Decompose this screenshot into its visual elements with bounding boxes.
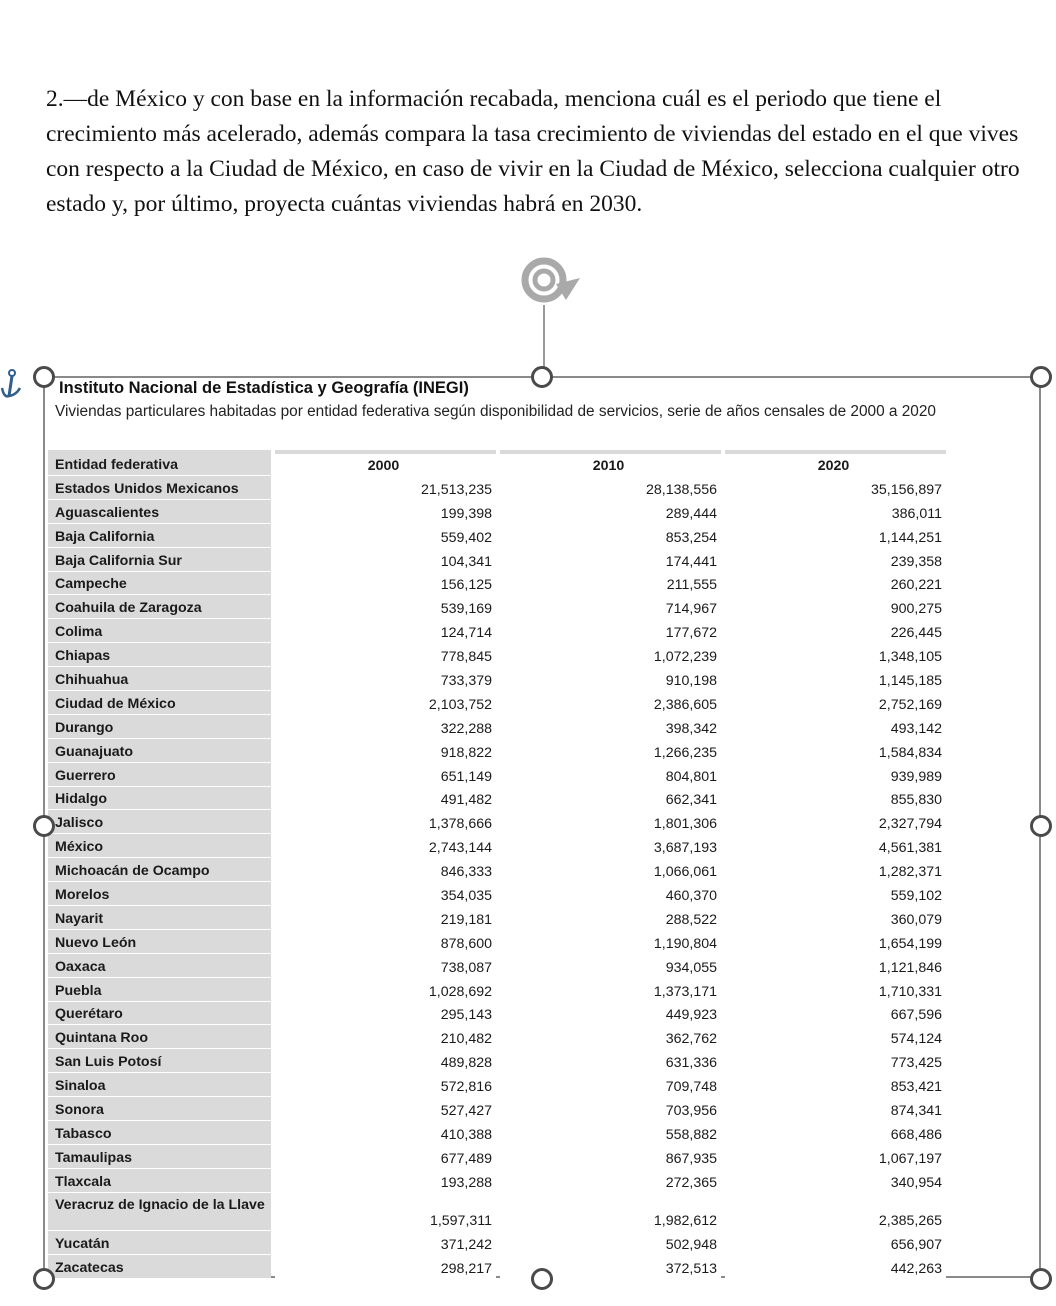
entity-name-cell: Colima: [48, 619, 271, 643]
table-row: [48, 524, 948, 548]
entity-name-cell: Veracruz de Ignacio de la Llave: [48, 1193, 271, 1231]
value-2010-cell: 714,967: [500, 595, 721, 619]
value-2020-cell: 386,011: [725, 500, 946, 524]
value-2000-cell: 210,482: [275, 1025, 496, 1049]
value-2020-cell: 559,102: [725, 882, 946, 906]
value-2010-cell: 853,254: [500, 524, 721, 548]
value-2010-cell: 934,055: [500, 954, 721, 978]
value-2000-cell: 559,402: [275, 524, 496, 548]
resize-handle-bottom-right[interactable]: [1030, 1268, 1052, 1290]
value-2010-cell: 703,956: [500, 1097, 721, 1121]
value-2000-cell: 491,482: [275, 787, 496, 811]
value-2020-cell: 1,584,834: [725, 739, 946, 763]
value-2010-cell: 867,935: [500, 1145, 721, 1169]
resize-handle-left[interactable]: [33, 815, 55, 837]
value-2020-cell: 1,144,251: [725, 524, 946, 548]
entity-name-cell: Nayarit: [48, 906, 271, 930]
value-2000-cell: 354,035: [275, 882, 496, 906]
value-2000-cell: 199,398: [275, 500, 496, 524]
value-2020-cell: 493,142: [725, 715, 946, 739]
header-entidad: Entidad federativa: [48, 450, 271, 476]
entity-name-cell: Ciudad de México: [48, 691, 271, 715]
value-2000-cell: 295,143: [275, 1002, 496, 1026]
resize-handle-top-right[interactable]: [1030, 366, 1052, 388]
entity-name-cell: Baja California: [48, 524, 271, 548]
value-2020-cell: 667,596: [725, 1002, 946, 1026]
value-2020-cell: 1,145,185: [725, 667, 946, 691]
value-2000-cell: 778,845: [275, 643, 496, 667]
value-2000-cell: 918,822: [275, 739, 496, 763]
entity-name-cell: Michoacán de Ocampo: [48, 858, 271, 882]
value-2020-cell: 1,348,105: [725, 643, 946, 667]
value-2010-cell: 177,672: [500, 619, 721, 643]
value-2000-cell: 651,149: [275, 763, 496, 787]
value-2000-cell: 2,743,144: [275, 834, 496, 858]
table-row: [48, 667, 948, 691]
value-2020-cell: 668,486: [725, 1121, 946, 1145]
value-2010-cell: 460,370: [500, 882, 721, 906]
resize-handle-bottom[interactable]: [531, 1268, 553, 1290]
value-2010-cell: 1,190,804: [500, 930, 721, 954]
value-2020-cell: 939,989: [725, 763, 946, 787]
entity-name-cell: Chihuahua: [48, 667, 271, 691]
entity-name-cell: Querétaro: [48, 1002, 271, 1026]
value-2000-cell: 572,816: [275, 1073, 496, 1097]
value-2000-cell: 733,379: [275, 667, 496, 691]
resize-handle-right[interactable]: [1030, 815, 1052, 837]
value-2010-cell: 1,982,612: [500, 1193, 721, 1231]
value-2010-cell: 372,513: [500, 1255, 721, 1279]
header-2010: 2010: [500, 450, 721, 476]
value-2020-cell: 574,124: [725, 1025, 946, 1049]
value-2020-cell: 656,907: [725, 1231, 946, 1255]
entity-name-cell: San Luis Potosí: [48, 1049, 271, 1073]
value-2010-cell: 804,801: [500, 763, 721, 787]
table-row: [48, 1097, 948, 1121]
table-source-title: Instituto Nacional de Estadística y Geografía (INEGI): [59, 379, 469, 397]
entity-name-cell: Campeche: [48, 572, 271, 596]
table-row: [48, 1255, 948, 1279]
table-row: [48, 858, 948, 882]
value-2000-cell: 410,388: [275, 1121, 496, 1145]
table-row: [48, 595, 948, 619]
entity-name-cell: México: [48, 834, 271, 858]
value-2000-cell: 1,028,692: [275, 978, 496, 1002]
value-2000-cell: 156,125: [275, 572, 496, 596]
table-subtitle: Viviendas particulares habitadas por entidad federativa según disponibilidad de servicios, serie de años censales de 2000 a 2020: [55, 403, 936, 420]
anchor-icon[interactable]: [0, 368, 24, 400]
entity-name-cell: Jalisco: [48, 810, 271, 834]
table-row: [48, 1025, 948, 1049]
value-2020-cell: 1,282,371: [725, 858, 946, 882]
value-2010-cell: 502,948: [500, 1231, 721, 1255]
table-row: [48, 906, 948, 930]
value-2020-cell: 260,221: [725, 572, 946, 596]
entity-name-cell: Sinaloa: [48, 1073, 271, 1097]
table-header-row: [48, 450, 948, 476]
value-2000-cell: 738,087: [275, 954, 496, 978]
entity-name-cell: Nuevo León: [48, 930, 271, 954]
header-2000: 2000: [275, 450, 496, 476]
table-row: [48, 1073, 948, 1097]
value-2020-cell: 773,425: [725, 1049, 946, 1073]
table-row: [48, 1145, 948, 1169]
value-2000-cell: 21,513,235: [275, 476, 496, 500]
table-row: [48, 476, 948, 500]
value-2000-cell: 371,242: [275, 1231, 496, 1255]
value-2000-cell: 527,427: [275, 1097, 496, 1121]
entity-name-cell: Puebla: [48, 978, 271, 1002]
value-2010-cell: 288,522: [500, 906, 721, 930]
value-2010-cell: 631,336: [500, 1049, 721, 1073]
value-2000-cell: 298,217: [275, 1255, 496, 1279]
entity-name-cell: Hidalgo: [48, 787, 271, 811]
value-2010-cell: 28,138,556: [500, 476, 721, 500]
entity-name-cell: Aguascalientes: [48, 500, 271, 524]
value-2020-cell: 874,341: [725, 1097, 946, 1121]
value-2010-cell: 362,762: [500, 1025, 721, 1049]
value-2020-cell: 239,358: [725, 548, 946, 572]
entity-name-cell: Tlaxcala: [48, 1169, 271, 1193]
question-text: 2.—de México y con base en la información recabada, menciona cuál es el periodo que tiene el crecimiento más acelerado, además compara la tasa crecimiento de viviendas del estado en el que vives con respecto a la Ciudad de México, en caso de vivir en la Ciudad de México, selecciona cualquier otro estado y, por último, proyecta cuántas viviendas habrá en 2030.: [46, 86, 1020, 217]
entity-name-cell: Chiapas: [48, 643, 271, 667]
table-row: [48, 882, 948, 906]
table-row: [48, 978, 948, 1002]
entity-name-cell: Tamaulipas: [48, 1145, 271, 1169]
value-2010-cell: 449,923: [500, 1002, 721, 1026]
value-2000-cell: 1,597,311: [275, 1193, 496, 1231]
table-row: [48, 1121, 948, 1145]
value-2020-cell: 1,121,846: [725, 954, 946, 978]
value-2000-cell: 193,288: [275, 1169, 496, 1193]
table-row: [48, 715, 948, 739]
resize-handle-top[interactable]: [531, 366, 553, 388]
value-2020-cell: 226,445: [725, 619, 946, 643]
table-row: [48, 1049, 948, 1073]
entity-name-cell: Oaxaca: [48, 954, 271, 978]
table-row: [48, 787, 948, 811]
value-2010-cell: 2,386,605: [500, 691, 721, 715]
table-row: [48, 548, 948, 572]
value-2000-cell: 124,714: [275, 619, 496, 643]
value-2020-cell: 1,067,197: [725, 1145, 946, 1169]
header-2020: 2020: [725, 450, 946, 476]
value-2010-cell: 1,266,235: [500, 739, 721, 763]
table-row: [48, 1231, 948, 1255]
table-row: [48, 500, 948, 524]
entity-name-cell: Estados Unidos Mexicanos: [48, 476, 271, 500]
rotate-handle-icon[interactable]: [512, 250, 582, 306]
entity-name-cell: Guanajuato: [48, 739, 271, 763]
value-2020-cell: 2,327,794: [725, 810, 946, 834]
table-row: [48, 1193, 948, 1231]
value-2000-cell: 677,489: [275, 1145, 496, 1169]
value-2010-cell: 1,801,306: [500, 810, 721, 834]
value-2010-cell: 3,687,193: [500, 834, 721, 858]
resize-handle-bottom-left[interactable]: [33, 1268, 55, 1290]
value-2010-cell: 174,441: [500, 548, 721, 572]
value-2020-cell: 4,561,381: [725, 834, 946, 858]
entity-name-cell: Sonora: [48, 1097, 271, 1121]
entity-name-cell: Baja California Sur: [48, 548, 271, 572]
table-row: [48, 834, 948, 858]
value-2010-cell: 662,341: [500, 787, 721, 811]
value-2000-cell: 878,600: [275, 930, 496, 954]
table-row: [48, 954, 948, 978]
resize-handle-top-left[interactable]: [33, 366, 55, 388]
entity-name-cell: Quintana Roo: [48, 1025, 271, 1049]
value-2020-cell: 2,752,169: [725, 691, 946, 715]
entity-name-cell: Tabasco: [48, 1121, 271, 1145]
table-row: [48, 572, 948, 596]
value-2020-cell: 442,263: [725, 1255, 946, 1279]
value-2000-cell: 1,378,666: [275, 810, 496, 834]
value-2010-cell: 1,072,239: [500, 643, 721, 667]
value-2010-cell: 910,198: [500, 667, 721, 691]
table-row: [48, 810, 948, 834]
value-2010-cell: 558,882: [500, 1121, 721, 1145]
value-2000-cell: 539,169: [275, 595, 496, 619]
value-2000-cell: 322,288: [275, 715, 496, 739]
value-2010-cell: 398,342: [500, 715, 721, 739]
value-2020-cell: 360,079: [725, 906, 946, 930]
table-row: [48, 930, 948, 954]
value-2010-cell: 1,373,171: [500, 978, 721, 1002]
value-2000-cell: 219,181: [275, 906, 496, 930]
housing-table: [48, 450, 948, 1279]
table-row: [48, 691, 948, 715]
value-2010-cell: 272,365: [500, 1169, 721, 1193]
table-row: [48, 739, 948, 763]
entity-name-cell: Morelos: [48, 882, 271, 906]
value-2020-cell: 853,421: [725, 1073, 946, 1097]
value-2000-cell: 104,341: [275, 548, 496, 572]
value-2020-cell: 1,654,199: [725, 930, 946, 954]
table-row: [48, 763, 948, 787]
entity-name-cell: Coahuila de Zaragoza: [48, 595, 271, 619]
value-2000-cell: 846,333: [275, 858, 496, 882]
value-2010-cell: 1,066,061: [500, 858, 721, 882]
value-2020-cell: 35,156,897: [725, 476, 946, 500]
value-2020-cell: 855,830: [725, 787, 946, 811]
value-2010-cell: 709,748: [500, 1073, 721, 1097]
table-row: [48, 1169, 948, 1193]
entity-name-cell: Zacatecas: [48, 1255, 271, 1279]
table-row: [48, 1002, 948, 1026]
entity-name-cell: Durango: [48, 715, 271, 739]
entity-name-cell: Guerrero: [48, 763, 271, 787]
value-2020-cell: 340,954: [725, 1169, 946, 1193]
value-2000-cell: 489,828: [275, 1049, 496, 1073]
value-2020-cell: 900,275: [725, 595, 946, 619]
value-2020-cell: 1,710,331: [725, 978, 946, 1002]
rotate-connector: [543, 305, 545, 375]
value-2000-cell: 2,103,752: [275, 691, 496, 715]
value-2010-cell: 211,555: [500, 572, 721, 596]
value-2020-cell: 2,385,265: [725, 1193, 946, 1231]
value-2010-cell: 289,444: [500, 500, 721, 524]
table-row: [48, 643, 948, 667]
table-row: [48, 619, 948, 643]
entity-name-cell: Yucatán: [48, 1231, 271, 1255]
